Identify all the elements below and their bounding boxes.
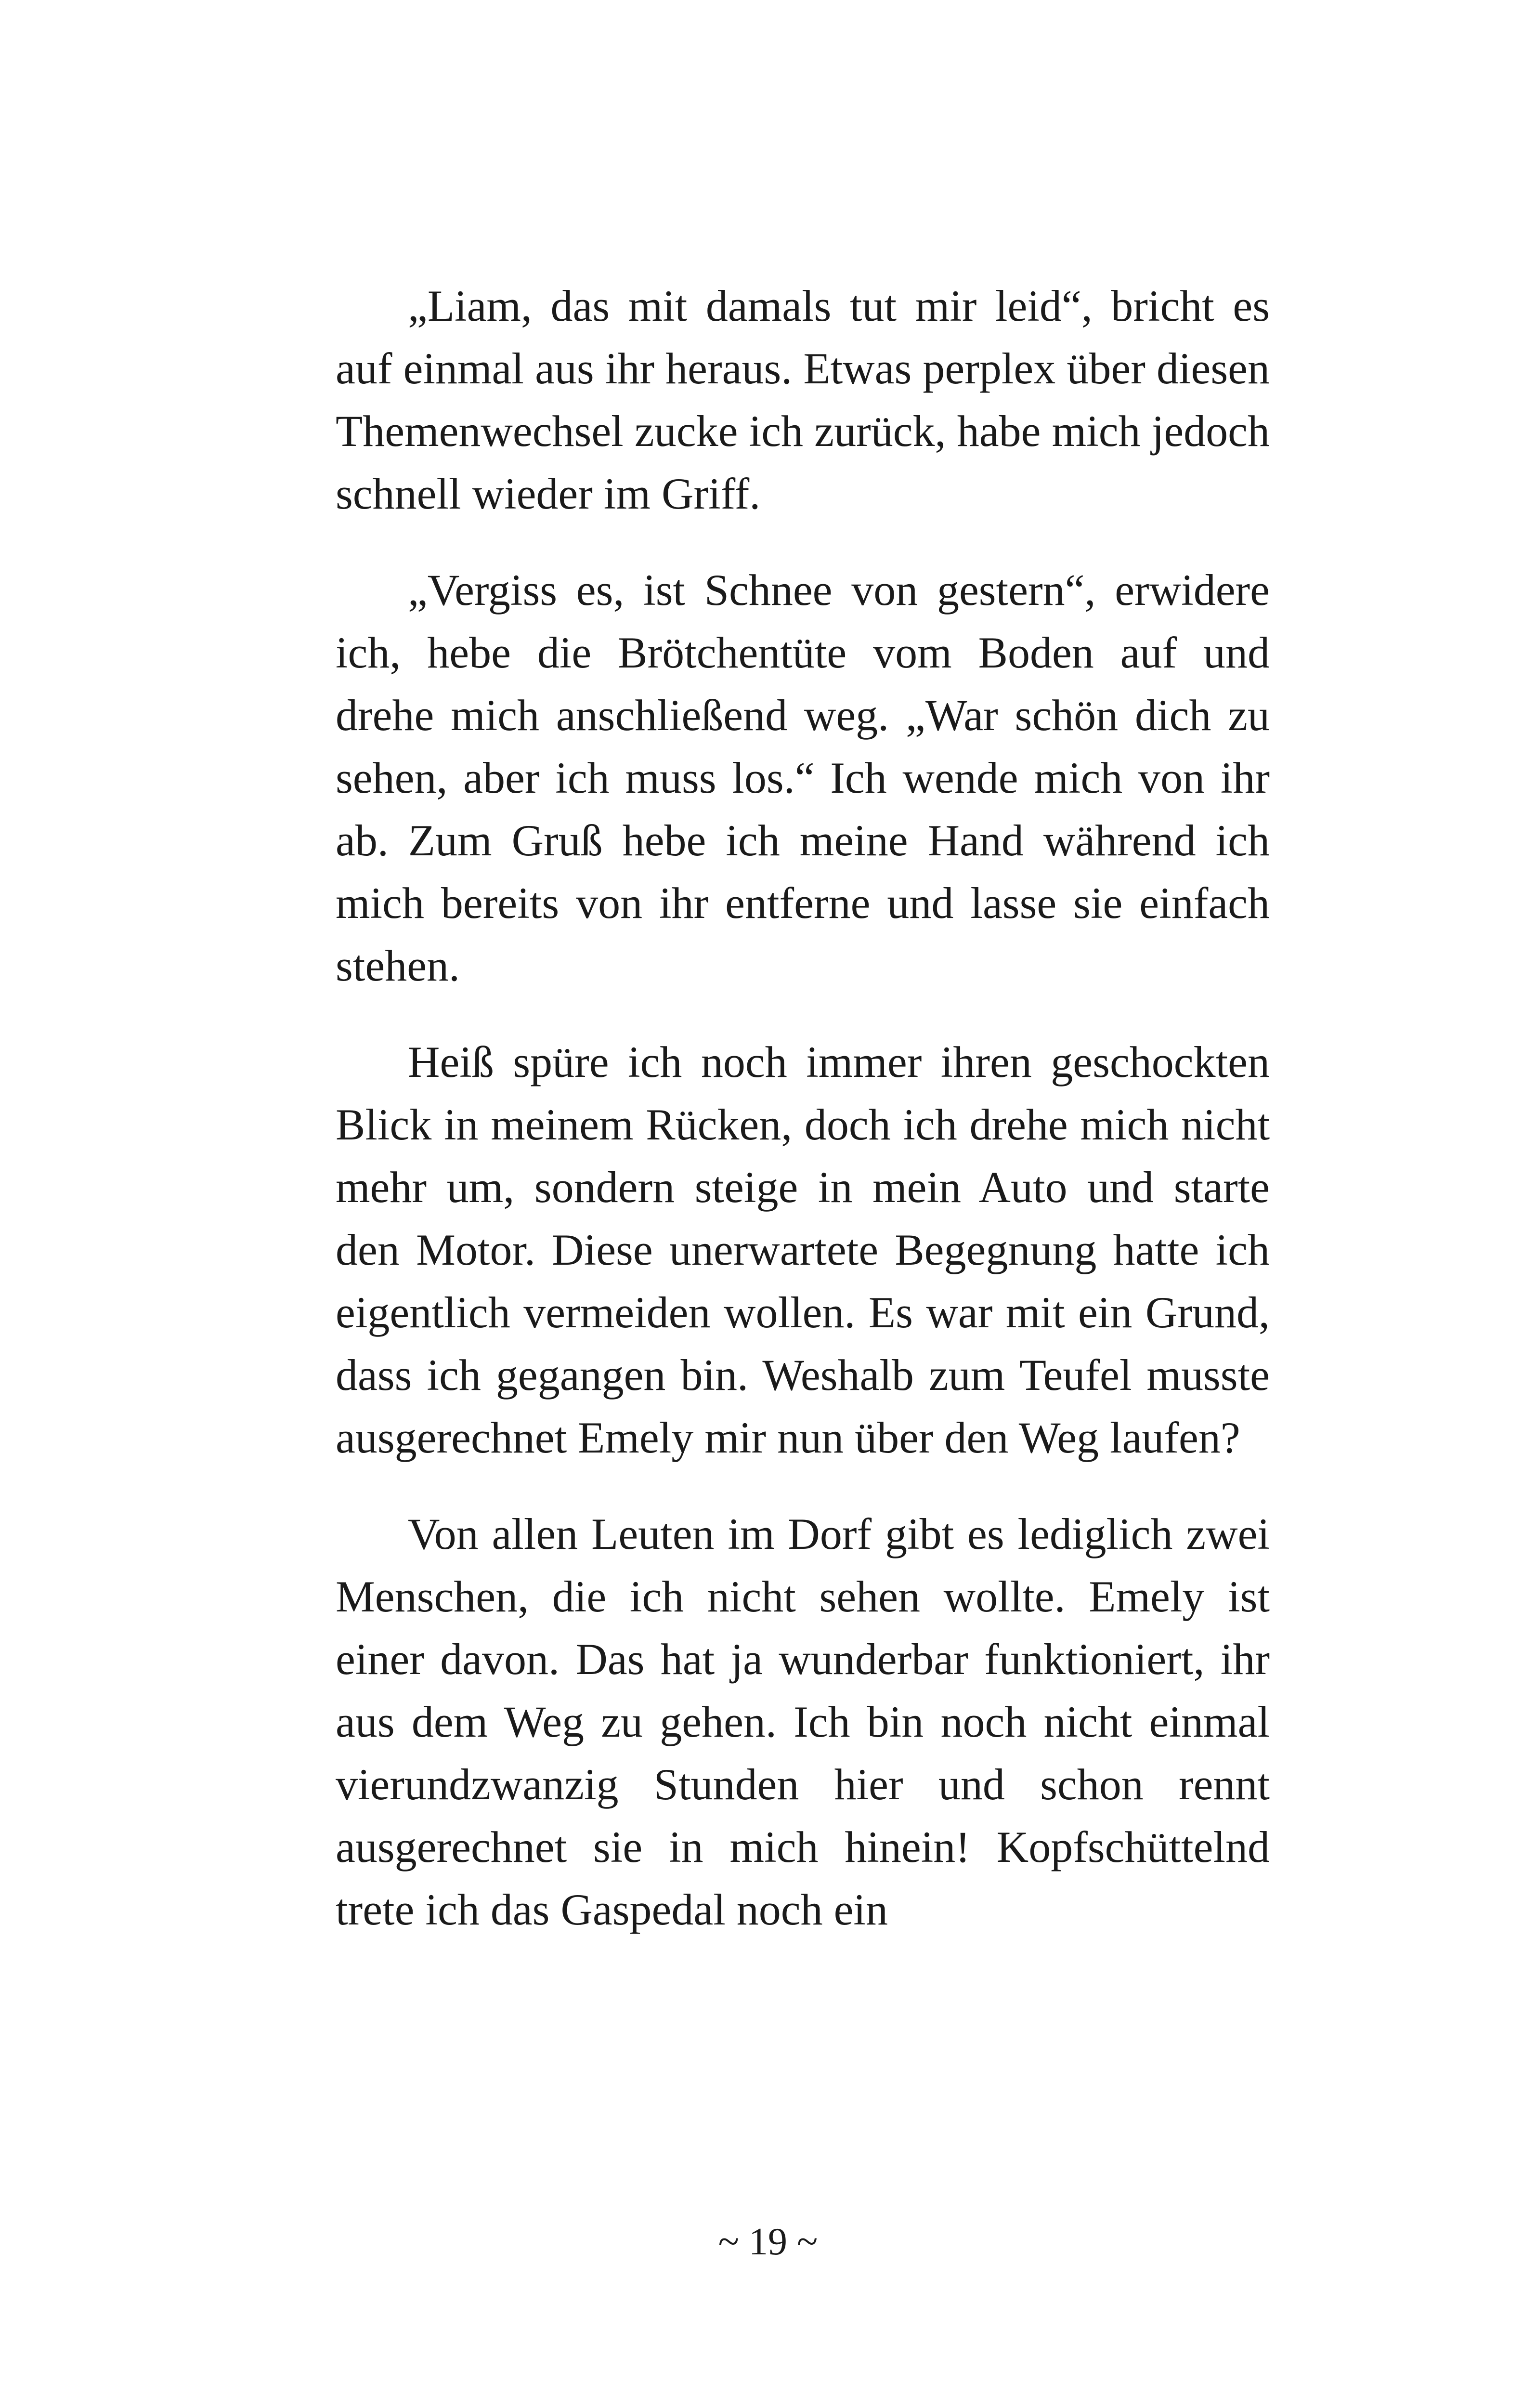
- body-text: [336, 275, 1270, 1975]
- paragraph-2: „Vergiss es, ist Schnee von gestern“, erwidere ich, hebe die Brötchentüte vom Boden auf und drehe mich anschließend weg. „War schön dich zu sehen, aber ich muss los.“ Ich wende mich von ihr ab. Zum Gruß hebe ich meine Hand während ich mich bereits von ihr entferne und lasse sie einfach stehen.: [336, 565, 1270, 990]
- paragraph-3: Heiß spüre ich noch immer ihren geschockten Blick in meinem Rücken, doch ich drehe mich nicht mehr um, sondern steige in mein Auto und starte den Motor. Diese unerwartete Begegnung hatte ich eigentlich vermeiden wollen. Es war mit ein Grund, dass ich gegangen bin. Weshalb zum Teufel musste ausgerechnet Emely mir nun über den Weg laufen?: [336, 1037, 1270, 1462]
- page-number: ~ 19 ~: [718, 2221, 818, 2263]
- paragraph-4: Von allen Leuten im Dorf gibt es lediglich zwei Menschen, die ich nicht sehen wollte. Emely ist einer davon. Das hat ja wunderbar funktioniert, ihr aus dem Weg zu gehen. Ich bin noch nicht einmal vierundzwanzig Stunden hier und schon rennt ausgerechnet sie in mich hinein! Kopfschüttelnd trete ich das Gaspedal noch ein: [336, 1509, 1270, 1934]
- paragraph-1: „Liam, das mit damals tut mir leid“, bricht es auf einmal aus ihr heraus. Etwas perplex über diesen Themenwechsel zucke ich zurück, habe mich jedoch schnell wieder im Griff.: [336, 281, 1270, 518]
